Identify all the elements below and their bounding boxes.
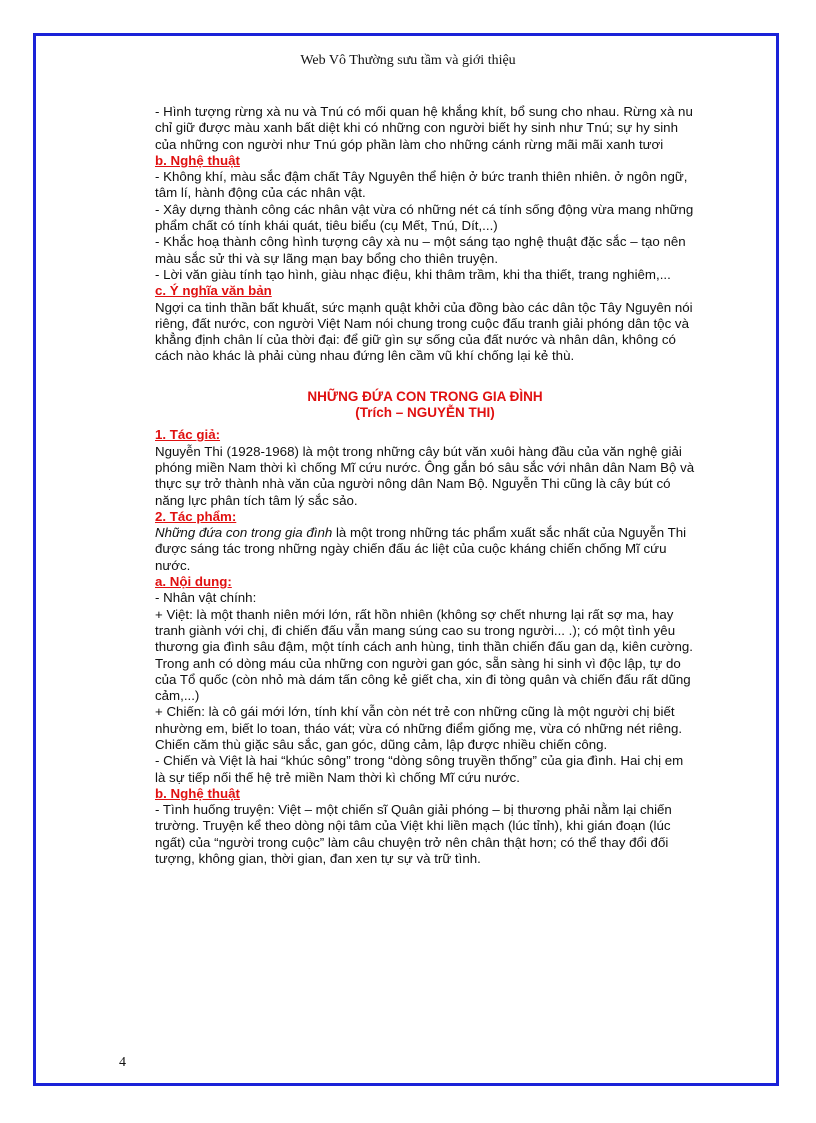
paragraph: - Xây dựng thành công các nhân vật vừa có những nét cá tính sống động vừa mang những phẩm chất có tính khái quát, tiêu biểu (cụ Mết, Tnú, Dít,...)	[155, 201, 694, 234]
section-heading: b. Nghệ thuật	[155, 785, 240, 801]
section-spacer	[155, 365, 695, 389]
paragraph: - Lời văn giàu tính tạo hình, giàu nhạc điệu, khi thâm trầm, khi tha thiết, trang nghiêm,...	[155, 266, 671, 282]
paragraph: - Hình tượng rừng xà nu và Tnú có mối quan hệ khắng khít, bổ sung cho nhau. Rừng xà nu chỉ giữ được màu xanh bất diệt khi có những con người biết hy sinh như Tnú; sự hy sinh của những con người như Tnú góp phần làm cho những cánh rừng mãi mãi xanh tươi	[155, 104, 693, 152]
paragraph: - Nhân vật chính:	[155, 590, 257, 606]
section-heading: c. Ý nghĩa văn bản	[155, 283, 272, 299]
paragraph: - Không khí, màu sắc đậm chất Tây Nguyên thể hiện ở bức tranh thiên nhiên. ở ngôn ngữ, tâm lí, hành động của các nhân vật.	[155, 169, 688, 201]
paragraph	[155, 525, 695, 574]
section-heading: a. Nội dung:	[155, 574, 232, 590]
paragraph: + Việt: là một thanh niên mới lớn, rất hồn nhiên (không sợ chết nhưng lại rất sợ ma, hay tranh giành với chị, đi chiến đấu vẫn mang súng cao su trong người... .); có một tình yêu thương gia đình sâu đậm, một tính cách anh hùng, tinh thần chiến đấu gan dạ, kiên cường. Trong anh có dòng máu của những con người gan góc, sẵn sàng hi sinh vì độc lập, tự do của Tổ quốc (còn nhỏ mà dám tấn công kẻ giết cha, xin đi tòng quân và chiến đấu rất dũng cảm,...)	[155, 606, 693, 704]
document-body	[155, 104, 695, 867]
paragraph: - Khắc hoạ thành công hình tượng cây xà nu – một sáng tạo nghệ thuật đặc sắc – tạo nên màu sắc sử thi và sự lãng mạn bay bổng cho thiên truyện.	[155, 234, 686, 266]
page-header: Web Vô Thường sưu tầm và giới thiệu	[300, 53, 516, 68]
section-heading: b. Nghệ thuật	[155, 152, 240, 168]
paragraph: Nguyễn Thi (1928-1968) là một trong những cây bút văn xuôi hàng đầu của văn nghệ giải phóng miền Nam thời kì chống Mĩ cứu nước. Ông gắn bó sâu sắc với nhân dân Nam Bộ và thực sự trở thành nhà văn của người nông dân Nam Bộ. Nguyễn Thi cũng là cây bút có năng lực phân tích tâm lý sắc sảo.	[155, 443, 695, 508]
chapter-title: (Trích – NGUYỄN THI)	[355, 405, 495, 421]
section-heading: 2. Tác phẩm:	[155, 508, 237, 524]
paragraph: + Chiến: là cô gái mới lớn, tính khí vẫn còn nét trẻ con những cũng là một người chị biết nhường em, biết lo toan, tháo vát; vừa có những điểm giống mẹ, vừa có những nét riêng. Chiến căm thù giặc sâu sắc, gan góc, dũng cảm, lập được nhiều chiến công.	[155, 704, 683, 752]
paragraph: - Chiến và Việt là hai “khúc sông” trong “dòng sông truyền thống” của gia đình. Hai chị em là sự tiếp nối thế hệ trẻ miền Nam thời kì chống Mĩ cứu nước.	[155, 753, 684, 785]
paragraph: - Tình huống truyện: Việt – một chiến sĩ Quân giải phóng – bị thương phải nằm lại chiến trường. Truyện kể theo dòng nội tâm của Việt khi liền mạch (lúc tỉnh), khi gián đoạn (lúc ngất) của “người trong cuộc” làm câu chuyện trở nên chân thật hơn; có thể thay đổi đối tượng, không gian, thời gian, đan xen tự sự và trữ tình.	[155, 802, 672, 867]
page-number: 4	[119, 1055, 126, 1070]
paragraph: Ngợi ca tinh thần bất khuất, sức mạnh quật khởi của đồng bào các dân tộc Tây Nguyên nói riêng, đất nước, con người Việt Nam nói chung trong cuộc đấu tranh giải phóng dân tộc và khẳng định chân lí của thời đại: để giữ gìn sự sống của đất nước và nhân dân, không có cách nào khác là phải cùng nhau đứng lên cầm vũ khí chống lại kẻ thù.	[155, 299, 693, 364]
chapter-title: NHỮNG ĐỨA CON TRONG GIA ĐÌNH	[307, 388, 543, 404]
paragraph-text: là một trong những tác phẩm xuất sắc nhất của Nguyễn Thi được sáng tác trong những ngày chiến đấu ác liệt của cuộc kháng chiến chống Mĩ cứu nước.	[155, 525, 687, 573]
work-title: Những đứa con trong gia đình	[155, 525, 333, 541]
section-heading: 1. Tác giả:	[155, 427, 221, 443]
